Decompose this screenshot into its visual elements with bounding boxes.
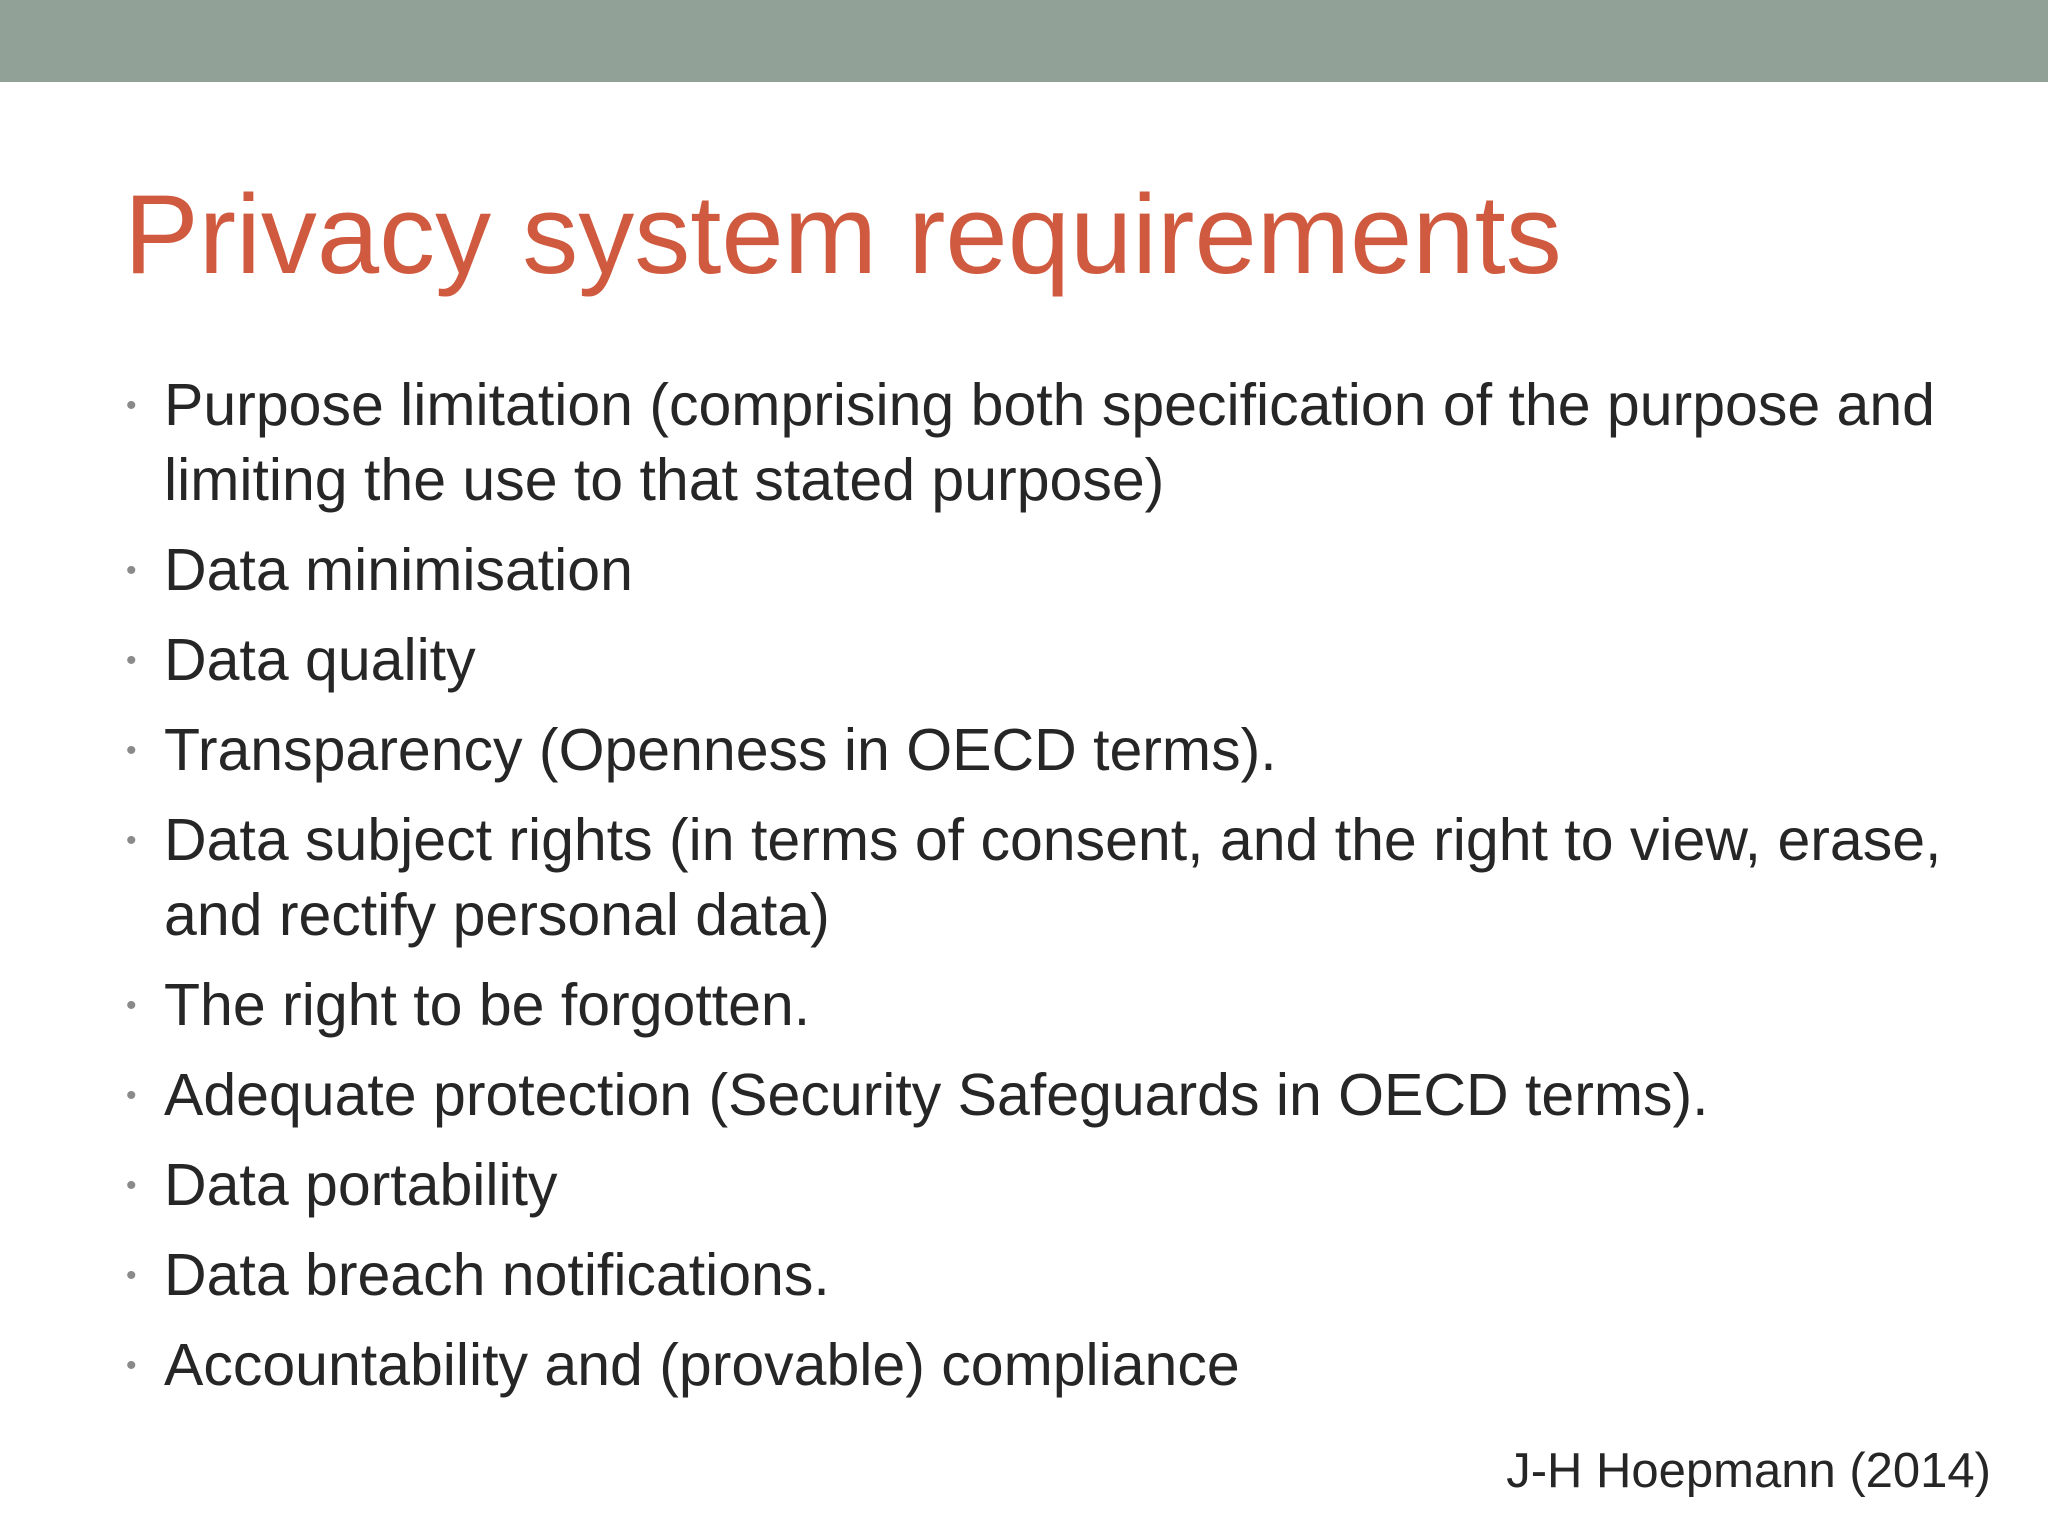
bullet-dot-icon: • xyxy=(126,989,137,1022)
bullet-dot-icon: • xyxy=(126,824,137,857)
bullet-dot-icon: • xyxy=(126,1259,137,1292)
bullet-item xyxy=(124,368,2024,518)
bullet-dot-icon: • xyxy=(126,644,137,677)
bullet-text: Adequate protection (Security Safeguards in OECD terms). xyxy=(164,1062,1709,1128)
bullet-dot-icon: • xyxy=(126,389,137,422)
bullet-item xyxy=(124,968,2024,1043)
bullet-list xyxy=(124,368,2024,1418)
slide-title: Privacy system requirements xyxy=(124,172,1562,297)
bullet-dot-icon: • xyxy=(126,554,137,587)
bullet-text: Data minimisation xyxy=(164,537,633,603)
bullet-dot-icon: • xyxy=(126,1169,137,1202)
bullet-item xyxy=(124,1328,2024,1403)
bullet-dot-icon: • xyxy=(126,1079,137,1112)
bullet-item xyxy=(124,533,2024,608)
bullet-text: The right to be forgotten. xyxy=(164,972,811,1038)
bullet-item xyxy=(124,1148,2024,1223)
bullet-text: Transparency (Openness in OECD terms). xyxy=(164,717,1277,783)
slide-top-bar xyxy=(0,0,2048,82)
bullet-item xyxy=(124,803,2024,953)
citation: J-H Hoepmann (2014) xyxy=(1506,1444,1991,1498)
bullet-dot-icon: • xyxy=(126,1349,137,1382)
bullet-text: Data quality xyxy=(164,627,476,693)
bullet-text: Data portability xyxy=(164,1152,558,1218)
bullet-text: Data subject rights (in terms of consent, and the right to view, erase, and rectify personal data) xyxy=(164,807,1942,948)
bullet-item xyxy=(124,623,2024,698)
bullet-item xyxy=(124,1058,2024,1133)
bullet-dot-icon: • xyxy=(126,734,137,767)
bullet-item xyxy=(124,713,2024,788)
bullet-text: Purpose limitation (comprising both specification of the purpose and limiting the use to that stated purpose) xyxy=(164,372,1935,513)
bullet-text: Accountability and (provable) compliance xyxy=(164,1332,1240,1398)
bullet-item xyxy=(124,1238,2024,1313)
bullet-text: Data breach notifications. xyxy=(164,1242,830,1308)
